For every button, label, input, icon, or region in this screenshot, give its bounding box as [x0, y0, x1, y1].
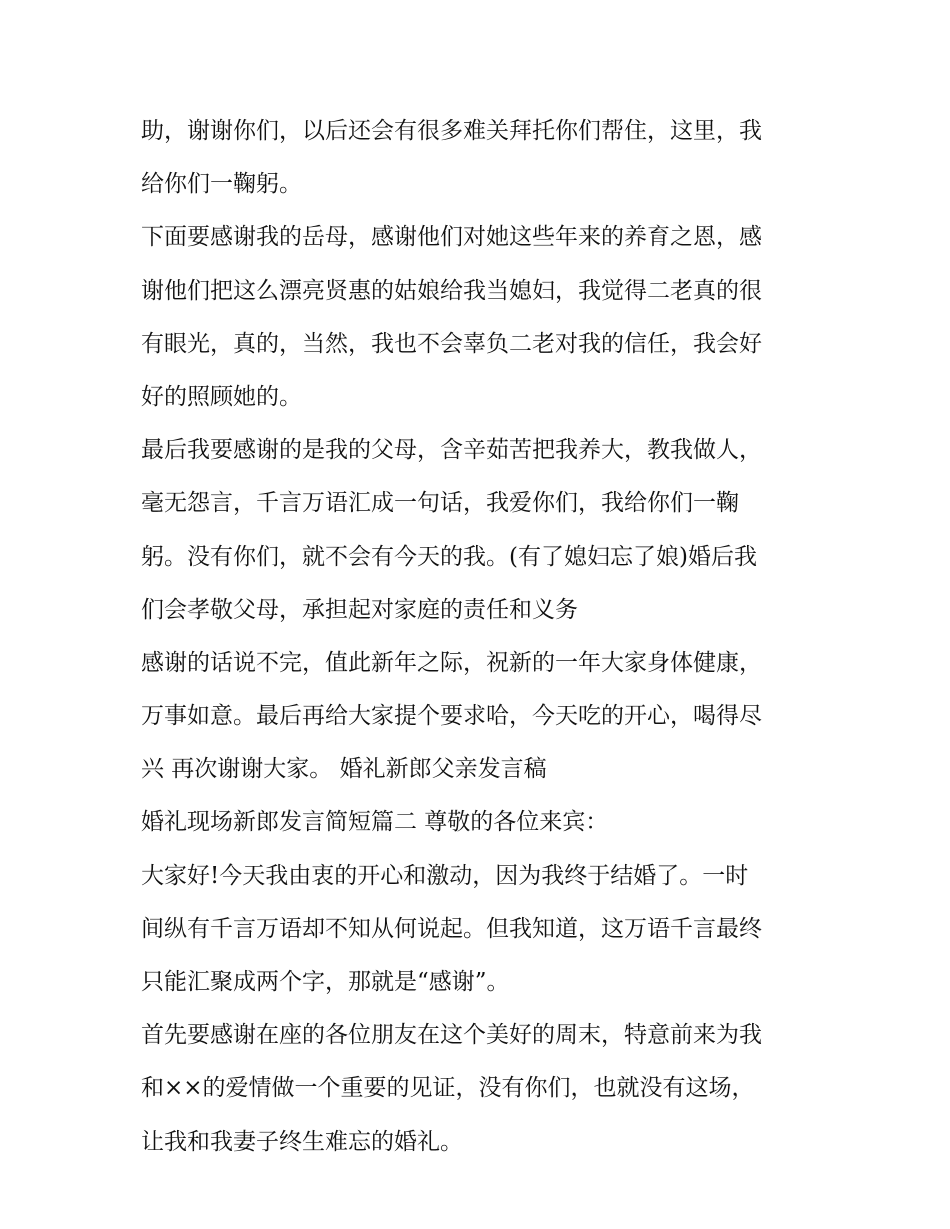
text-line: 万事如意。最后再给大家提个要求哈，今天吃的开心，喝得尽: [141, 703, 762, 730]
text-line: 兴 再次谢谢大家。 婚礼新郎父亲发言稿: [141, 756, 547, 783]
text-line: 谢他们把这么漂亮贤惠的姑娘给我当媳妇，我觉得二老真的很: [141, 277, 762, 304]
text-line: 感谢的话说不完，值此新年之际，祝新的一年大家身体健康，: [141, 649, 762, 676]
text-line: 毫无怨言，千言万语汇成一句话，我爱你们，我给你们一鞠: [141, 490, 739, 517]
text-line: 让我和我妻子终生难忘的婚礼。: [141, 1128, 463, 1155]
text-line: 给你们一鞠躬。: [141, 171, 302, 198]
text-line: 助，谢谢你们，以后还会有很多难关拜托你们帮住，这里，我: [141, 118, 762, 144]
text-line: 躬。没有你们，就不会有今天的我。(有了媳妇忘了娘)婚后我: [141, 543, 757, 570]
text-line: 只能汇聚成两个字，那就是“感谢”。: [141, 969, 510, 995]
text-line: 最后我要感谢的是我的父母，含辛茹苦把我养大，教我做人，: [141, 437, 762, 464]
section-heading: 婚礼现场新郎发言简短篇二 尊敬的各位来宾：: [141, 809, 609, 836]
text-line: 们会孝敬父母，承担起对家庭的责任和义务: [141, 596, 578, 623]
text-line: 和××的爱情做一个重要的见证，没有你们，也就没有这场，: [141, 1075, 755, 1102]
text-line: 大家好!今天我由衷的开心和激动，因为我终于结婚了。一时: [141, 862, 749, 889]
text-line: 有眼光，真的，当然，我也不会辜负二老对我的信任，我会好: [141, 330, 762, 357]
text-line: 下面要感谢我的岳母，感谢他们对她这些年来的养育之恩，感: [141, 224, 762, 251]
text-line: 首先要感谢在座的各位朋友在这个美好的周末，特意前来为我: [141, 1022, 762, 1049]
document-body: [141, 105, 821, 1169]
text-line: 间纵有千言万语却不知从何说起。但我知道，这万语千言最终: [141, 915, 762, 942]
text-line: 好的照顾她的。: [141, 383, 302, 410]
